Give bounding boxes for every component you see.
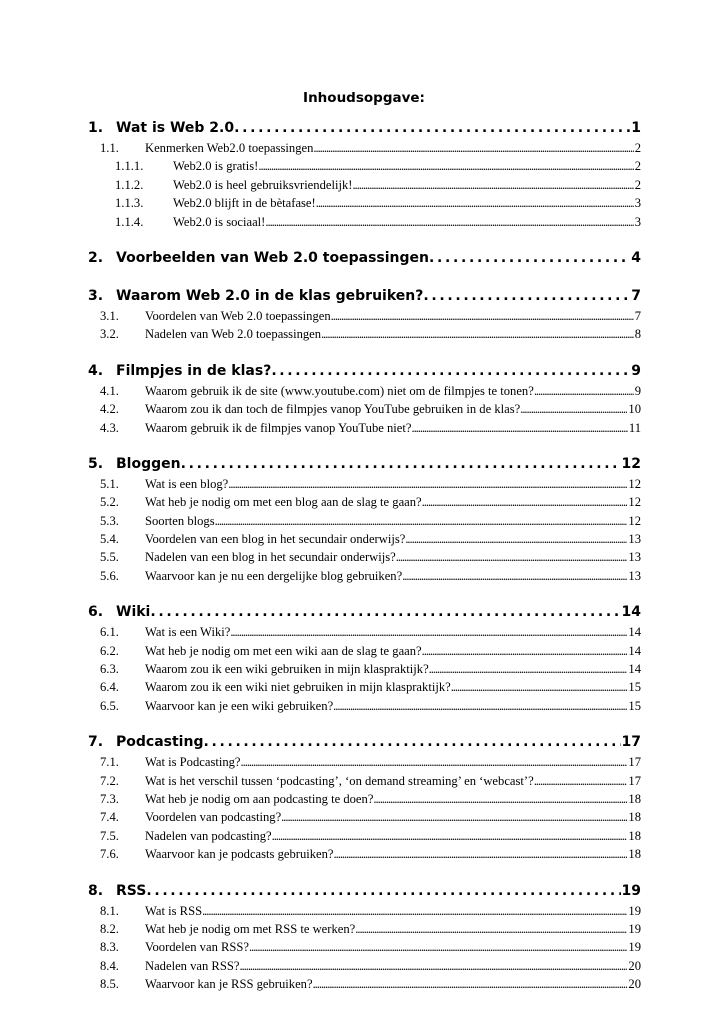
dot-leader [355,922,627,937]
entry-title: Kenmerken Web2.0 toepassingen [145,141,314,155]
dot-leader [402,569,627,584]
toc-subsection-entry[interactable] [88,178,641,196]
dot-leader [429,662,628,677]
dot-leader [333,699,627,714]
entry-title: Wat is RSS [145,903,203,918]
dot-leader [146,883,620,899]
entry-title: Wat heb je nodig om met RSS te werken? [145,921,356,936]
entry-page-number: 7 [631,287,641,304]
entry-number: 1.1. [100,141,119,155]
entry-page-number: 3 [634,214,641,229]
entry-title: Waarvoor kan je een wiki gebruiken? [145,698,334,713]
dot-leader [313,141,633,156]
entry-title: Voordelen van een blog in het secundair onderwijs? [145,532,406,547]
toc-section-entry[interactable] [88,532,641,550]
table-of-contents [88,120,641,996]
entry-title: Soorten blogs [145,513,215,528]
entry-title: Waarom zou ik een wiki gebruiken in mijn klaspraktijk? [145,662,429,677]
entry-number: 6.4. [100,680,119,695]
entry-number: 8. [88,882,104,899]
entry-title: Voorbeelden van Web 2.0 toepassingen [116,249,429,266]
entry-title: Wat is een blog? [145,476,229,491]
entry-number: 5.6. [100,568,119,583]
dot-leader [181,456,621,472]
toc-section-entry[interactable] [88,904,641,922]
entry-number: 2. [88,249,104,266]
toc-section-entry[interactable] [88,829,641,847]
entry-number: 8.4. [100,958,119,973]
entry-number: 3. [88,287,104,304]
entry-number: 5.1. [100,476,119,491]
toc-section-entry[interactable] [88,569,641,587]
entry-number: 7.3. [100,791,119,806]
entry-title: Web2.0 blijft in de bètafase! [173,196,316,211]
toc-chapter-entry[interactable] [88,250,641,271]
entry-page-number: 19 [621,882,641,899]
dot-leader [422,495,628,510]
toc-chapter-entry[interactable] [88,734,641,755]
dot-leader [396,550,628,565]
dot-leader [316,196,634,211]
entry-page-number: 18 [628,810,641,825]
entry-title: Web2.0 is heel gebruiksvriendelijk! [173,177,353,192]
entry-title: Waarvoor kan je nu een dergelijke blog gebruiken? [145,568,403,583]
entry-page-number: 18 [628,847,641,862]
dot-leader [534,384,634,399]
dot-leader [423,288,630,304]
entry-number: 5.4. [100,532,119,547]
entry-title: Waarom zou ik een wiki niet gebruiken in mijn klaspraktijk? [145,680,451,695]
entry-title: Waarom gebruik ik de filmpjes vanop YouTube niet? [145,420,412,435]
entry-page-number: 19 [628,940,641,955]
toc-section-entry[interactable] [88,421,641,439]
entry-number: 1.1.2. [115,177,144,192]
toc-subsection-entry[interactable] [88,196,641,214]
entry-number: 8.1. [100,903,119,918]
dot-leader [265,215,633,230]
entry-page-number: 19 [628,903,641,918]
entry-page-number: 12 [621,455,641,472]
dot-leader [451,680,628,695]
entry-page-number: 17 [628,755,641,770]
toc-section-entry[interactable] [88,922,641,940]
dot-leader [150,604,620,620]
entry-title: Nadelen van podcasting? [145,828,272,843]
toc-section-entry[interactable] [88,810,641,828]
dot-leader [239,959,627,974]
dot-leader [215,514,628,529]
entry-number: 7.5. [100,828,119,843]
entry-number: 6. [88,604,104,621]
entry-page-number: 11 [628,420,641,435]
toc-section-entry[interactable] [88,384,641,402]
entry-number: 1.1.4. [115,214,144,229]
toc-section-entry[interactable] [88,699,641,717]
entry-title: Waarvoor kan je podcasts gebruiken? [145,847,334,862]
toc-section-entry[interactable] [88,847,641,865]
entry-page-number: 10 [628,402,641,417]
dot-leader [249,940,627,955]
entry-number: 1. [88,120,104,136]
entry-number: 6.3. [100,662,119,677]
entry-title: Nadelen van Web 2.0 toepassingen [145,327,322,342]
entry-number: 6.5. [100,698,119,713]
entry-page-number: 9 [634,383,641,398]
entry-title: Wat heb je nodig om met een wiki aan de slag te gaan? [145,643,422,658]
toc-section-entry[interactable] [88,977,641,995]
entry-page-number: 17 [621,734,641,751]
dot-leader [405,532,627,547]
entry-title: Voordelen van Web 2.0 toepassingen [145,308,331,323]
entry-page-number: 20 [628,977,641,992]
toc-section-entry[interactable] [88,402,641,420]
entry-page-number: 2 [634,159,641,174]
toc-subsection-entry[interactable] [88,159,641,177]
entry-number: 5.3. [100,513,119,528]
toc-section-entry[interactable] [88,141,641,159]
entry-number: 3.1. [100,308,119,323]
entry-number: 4.2. [100,402,119,417]
dot-leader [258,159,633,174]
entry-title: Wat heb je nodig om aan podcasting te doen? [145,791,374,806]
entry-number: 1.1.3. [115,196,144,211]
dot-leader [313,977,628,992]
entry-page-number: 14 [621,604,641,621]
dot-leader [271,363,630,379]
toc-section-entry[interactable] [88,514,641,532]
entry-number: 8.2. [100,921,119,936]
dot-leader [331,309,634,324]
entry-title: Wiki [116,604,151,621]
toc-chapter-entry[interactable] [88,456,641,477]
entry-title: Wat is Podcasting? [145,755,241,770]
toc-chapter-entry[interactable] [88,883,641,904]
toc-section-entry[interactable] [88,644,641,662]
entry-title: Filmpjes in de klas? [116,362,272,379]
toc-section-entry[interactable] [88,327,641,345]
toc-heading: Inhoudsopgave: [303,90,425,106]
entry-page-number: 18 [628,828,641,843]
entry-page-number: 20 [628,958,641,973]
entry-page-number: 12 [628,495,641,510]
entry-number: 5.5. [100,550,119,565]
dot-leader [203,734,620,750]
toc-section-entry[interactable] [88,680,641,698]
entry-number: 4. [88,362,104,379]
dot-leader [422,644,628,659]
entry-page-number: 13 [628,568,641,583]
entry-title: Bloggen [116,455,181,472]
entry-title: Wat is een Wiki? [145,625,231,640]
toc-section-entry[interactable] [88,662,641,680]
dot-leader [241,755,628,770]
entry-title: Podcasting [116,734,204,751]
entry-title: Waarvoor kan je RSS gebruiken? [145,977,313,992]
toc-section-entry[interactable] [88,792,641,810]
entry-page-number: 14 [628,625,641,640]
entry-number: 7. [88,734,104,751]
entry-page-number: 14 [628,643,641,658]
entry-title: Voordelen van podcasting? [145,810,282,825]
entry-title: Waarom Web 2.0 in de klas gebruiken? [116,287,424,304]
entry-page-number: 2 [634,177,641,192]
entry-number: 5.2. [100,495,119,510]
toc-subsection-entry[interactable] [88,215,641,233]
dot-leader [228,477,627,492]
entry-number: 4.1. [100,383,119,398]
dot-leader [230,625,627,640]
dot-leader [373,792,627,807]
dot-leader [411,421,627,436]
toc-section-entry[interactable] [88,477,641,495]
toc-chapter-entry[interactable] [88,604,641,625]
toc-chapter-entry[interactable] [88,363,641,384]
toc-chapter-entry[interactable] [88,120,641,141]
entry-number: 5. [88,455,104,472]
entry-number: 8.3. [100,940,119,955]
dot-leader [272,829,628,844]
entry-number: 6.1. [100,625,119,640]
dot-leader [281,810,627,825]
entry-page-number: 1 [631,120,641,136]
entry-title: Wat is het verschil tussen ‘podcasting’, ‘on demand streaming’ en ‘webcast’? [145,773,534,788]
entry-page-number: 13 [628,550,641,565]
entry-page-number: 18 [628,791,641,806]
entry-title: Nadelen van een blog in het secundair onderwijs? [145,550,396,565]
entry-title: Web2.0 is gratis! [173,159,259,174]
dot-leader [321,327,634,342]
entry-number: 8.5. [100,977,119,992]
entry-page-number: 4 [631,249,641,266]
entry-number: 6.2. [100,643,119,658]
toc-section-entry[interactable] [88,774,641,792]
dot-leader [334,847,628,862]
entry-title: Wat heb je nodig om met een blog aan de slag te gaan? [145,495,422,510]
dot-leader [520,402,627,417]
entry-page-number: 15 [628,698,641,713]
entry-page-number: 14 [628,662,641,677]
entry-number: 7.1. [100,755,119,770]
entry-page-number: 12 [628,513,641,528]
entry-title: Wat is Web 2.0 [116,120,235,136]
entry-number: 7.6. [100,847,119,862]
entry-page-number: 2 [634,141,641,155]
entry-title: RSS [116,882,147,899]
entry-page-number: 3 [634,196,641,211]
toc-section-entry[interactable] [88,309,641,327]
entry-number: 4.3. [100,420,119,435]
entry-title: Nadelen van RSS? [145,958,240,973]
dot-leader [429,250,630,266]
entry-page-number: 17 [628,773,641,788]
entry-page-number: 8 [634,327,641,342]
toc-section-entry[interactable] [88,940,641,958]
entry-title: Waarom zou ik dan toch de filmpjes vanop YouTube gebruiken in de klas? [145,402,521,417]
entry-title: Voordelen van RSS? [145,940,250,955]
toc-section-entry[interactable] [88,550,641,568]
toc-section-entry[interactable] [88,625,641,643]
entry-number: 7.4. [100,810,119,825]
entry-page-number: 13 [628,532,641,547]
toc-section-entry[interactable] [88,755,641,773]
entry-number: 7.2. [100,773,119,788]
dot-leader [534,774,628,789]
entry-page-number: 7 [634,308,641,323]
entry-title: Waarom gebruik ik de site (www.youtube.com) niet om de filmpjes te tonen? [145,383,534,398]
toc-section-entry[interactable] [88,495,641,513]
entry-number: 3.2. [100,327,119,342]
dot-leader [202,904,627,919]
entry-page-number: 9 [631,362,641,379]
entry-number: 1.1.1. [115,159,144,174]
toc-chapter-entry[interactable] [88,288,641,309]
entry-page-number: 12 [628,476,641,491]
entry-page-number: 19 [628,921,641,936]
entry-title: Web2.0 is sociaal! [173,214,266,229]
toc-section-entry[interactable] [88,959,641,977]
dot-leader [234,120,630,136]
dot-leader [352,178,633,193]
entry-page-number: 15 [628,680,641,695]
